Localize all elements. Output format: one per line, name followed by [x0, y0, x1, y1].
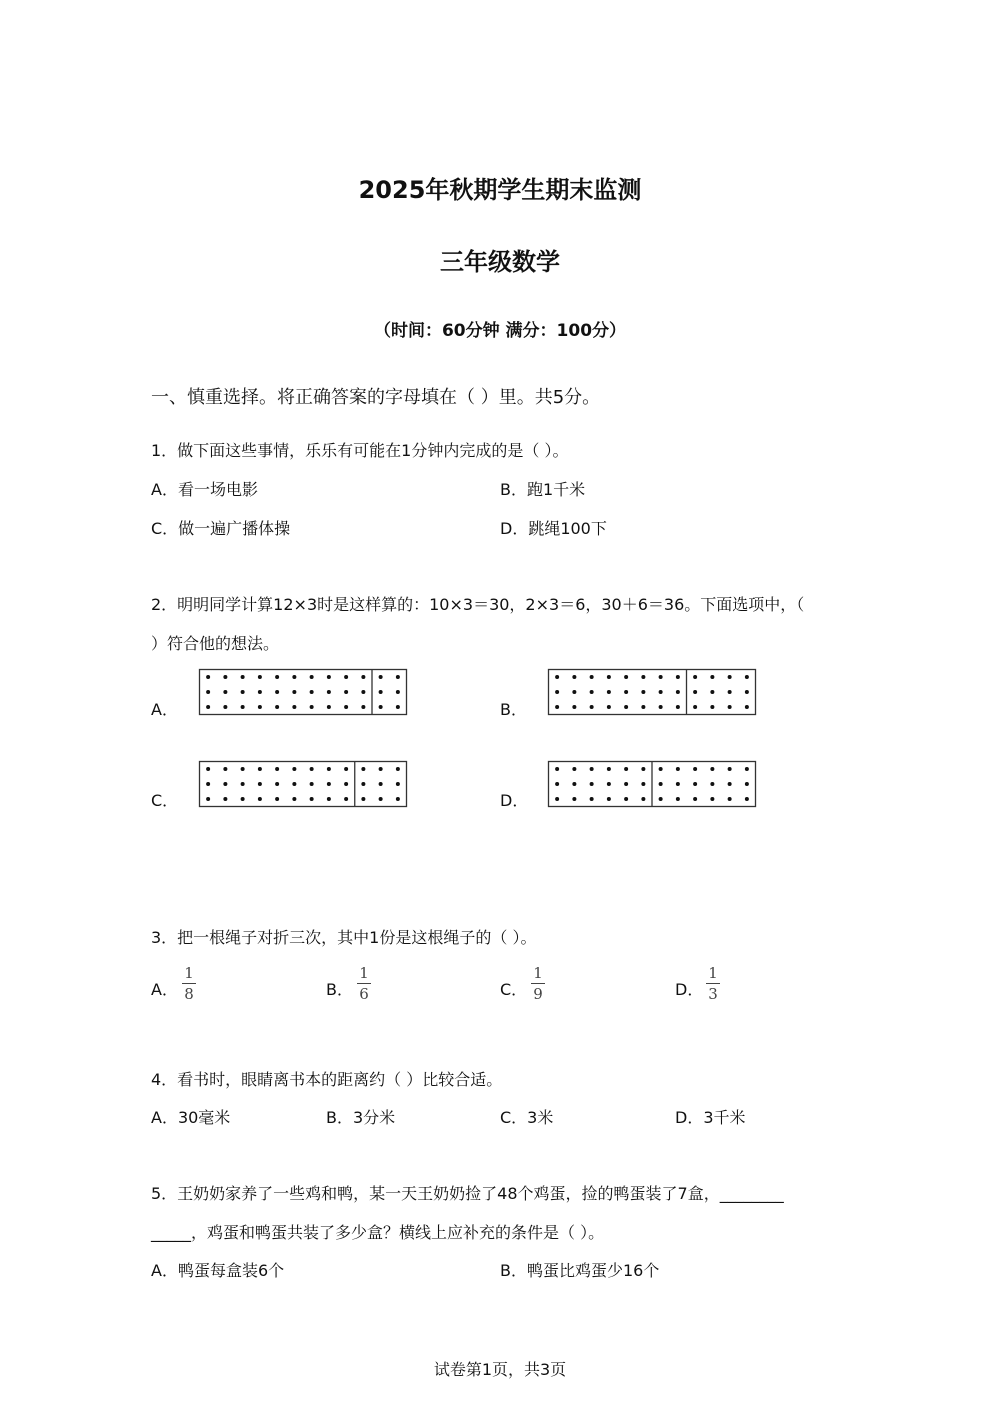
dot	[624, 705, 628, 709]
dot	[745, 705, 749, 709]
exam-info: （时间：60分钟 满分：100分）	[373, 321, 627, 341]
dot	[292, 797, 296, 801]
dot	[275, 797, 279, 801]
dot	[258, 782, 262, 786]
dot	[572, 782, 576, 786]
exam-title: 2025年秋期学生期末监测	[358, 176, 642, 204]
dot	[745, 690, 749, 694]
dot	[555, 705, 559, 709]
q3-option-d-label: D．	[675, 980, 704, 999]
q4-option-d: D．3千米	[675, 1108, 746, 1127]
dot	[344, 690, 348, 694]
dot	[607, 767, 611, 771]
dot	[590, 782, 594, 786]
q3-option-b-label: B．	[326, 980, 353, 999]
dot	[379, 782, 383, 786]
dot	[572, 797, 576, 801]
dot	[310, 705, 314, 709]
dot	[361, 690, 365, 694]
q3-option-c-fraction	[531, 964, 545, 1003]
dot	[379, 675, 383, 679]
q1-option-b: B．跑1千米	[500, 480, 586, 499]
dot	[396, 797, 400, 801]
question-5-stem-line2: _____，鸡蛋和鸭蛋共装了多少盒？横线上应补充的条件是（ ）。	[151, 1223, 605, 1242]
dot	[275, 705, 279, 709]
dot	[396, 767, 400, 771]
q2-option-a: A．	[151, 700, 178, 719]
dot	[241, 690, 245, 694]
dot	[292, 767, 296, 771]
dot	[327, 690, 331, 694]
dot	[241, 675, 245, 679]
question-1-stem: 1．做下面这些事情，乐乐有可能在1分钟内完成的是（ ）。	[151, 441, 569, 460]
q4-option-a: A．30毫米	[151, 1108, 231, 1127]
dot	[693, 782, 697, 786]
dot	[310, 782, 314, 786]
dot	[710, 705, 714, 709]
dot	[676, 690, 680, 694]
dot	[745, 782, 749, 786]
dot	[292, 690, 296, 694]
fraction-numerator: 1	[184, 964, 194, 982]
dot	[693, 797, 697, 801]
q3-option-c-label: C．	[500, 980, 528, 999]
dot	[607, 705, 611, 709]
dot	[206, 767, 210, 771]
dot	[641, 797, 645, 801]
dot	[379, 690, 383, 694]
question-2-stem-line1: 2．明明同学计算12×3时是这样算的：10×3＝30，2×3＝6，30＋6＝36。下面选项中，（	[151, 595, 805, 614]
dot	[624, 797, 628, 801]
dot	[624, 675, 628, 679]
q2-option-d: D．	[500, 791, 529, 810]
dot	[555, 675, 559, 679]
dot	[206, 705, 210, 709]
dot	[223, 705, 227, 709]
q4-option-b: B．3分米	[326, 1108, 396, 1127]
question-3-stem: 3．把一根绳子对折三次，其中1份是这根绳子的（ ）。	[151, 928, 537, 947]
q3-option-a-label: A．	[151, 980, 178, 999]
dot	[728, 782, 732, 786]
q5-option-b: B．鸭蛋比鸡蛋少16个	[500, 1261, 660, 1280]
dot	[241, 767, 245, 771]
fraction-numerator: 1	[533, 964, 543, 982]
dot	[258, 690, 262, 694]
question-5-stem-line1: 5．王奶奶家养了一些鸡和鸭，某一天王奶奶捡了48个鸡蛋，捡的鸭蛋装了7盒，________	[151, 1184, 784, 1203]
dot	[555, 797, 559, 801]
fraction-numerator: 1	[708, 964, 718, 982]
q1-option-a: A．看一场电影	[151, 480, 258, 499]
q2-option-b: B．	[500, 700, 527, 719]
dot	[728, 690, 732, 694]
dot	[344, 705, 348, 709]
dot	[659, 767, 663, 771]
dot	[641, 675, 645, 679]
dot-array-frame	[200, 670, 407, 715]
dot	[292, 675, 296, 679]
dot	[344, 797, 348, 801]
dot	[710, 782, 714, 786]
dot	[728, 797, 732, 801]
dot	[607, 797, 611, 801]
question-2-stem-line2: ）符合他的想法。	[151, 634, 280, 653]
dot	[590, 797, 594, 801]
dot	[223, 782, 227, 786]
dot	[555, 782, 559, 786]
dot	[275, 767, 279, 771]
page-footer: 试卷第1页，共3页	[433, 1360, 567, 1379]
dot	[327, 767, 331, 771]
dot	[624, 690, 628, 694]
dot-array-frame	[549, 670, 756, 715]
dot	[607, 690, 611, 694]
fraction-numerator: 1	[359, 964, 369, 982]
dot	[361, 782, 365, 786]
dot	[745, 797, 749, 801]
dot	[659, 705, 663, 709]
dot	[327, 782, 331, 786]
dot	[607, 675, 611, 679]
dot	[206, 690, 210, 694]
dot	[396, 705, 400, 709]
section-heading: 一、慎重选择。将正确答案的字母填在（ ）里。共5分。	[151, 387, 601, 408]
dot	[275, 782, 279, 786]
dot	[361, 767, 365, 771]
dot	[555, 767, 559, 771]
fraction-denominator: 3	[708, 985, 718, 1003]
dot	[659, 690, 663, 694]
dot	[710, 675, 714, 679]
dot-array-a	[198, 668, 408, 716]
dot	[676, 797, 680, 801]
dot	[745, 675, 749, 679]
dot	[590, 705, 594, 709]
dot	[361, 705, 365, 709]
dot	[275, 675, 279, 679]
dot	[241, 782, 245, 786]
fraction-bar	[357, 983, 371, 984]
dot	[361, 797, 365, 801]
dot	[624, 782, 628, 786]
dot	[555, 690, 559, 694]
dot	[710, 797, 714, 801]
dot	[361, 675, 365, 679]
dot	[396, 675, 400, 679]
dot	[379, 767, 383, 771]
dot	[572, 690, 576, 694]
dot	[344, 782, 348, 786]
dot	[693, 690, 697, 694]
dot	[258, 797, 262, 801]
dot	[676, 705, 680, 709]
dot	[241, 797, 245, 801]
dot-array-frame	[200, 762, 407, 807]
dot	[275, 690, 279, 694]
q3-option-d-fraction	[706, 964, 720, 1003]
dot	[641, 767, 645, 771]
dot	[258, 675, 262, 679]
dot	[223, 797, 227, 801]
dot	[206, 797, 210, 801]
q3-option-a-fraction	[182, 964, 196, 1003]
dot	[728, 705, 732, 709]
dot	[310, 767, 314, 771]
fraction-bar	[182, 983, 196, 984]
dot	[693, 767, 697, 771]
dot	[676, 767, 680, 771]
dot	[710, 690, 714, 694]
dot	[223, 690, 227, 694]
dot	[344, 767, 348, 771]
dot	[310, 675, 314, 679]
dot-array-c	[198, 760, 408, 808]
dot	[327, 797, 331, 801]
fraction-bar	[531, 983, 545, 984]
dot	[624, 767, 628, 771]
dot	[258, 767, 262, 771]
dot	[641, 782, 645, 786]
dot	[572, 767, 576, 771]
dot	[379, 797, 383, 801]
q5-option-a: A．鸭蛋每盒装6个	[151, 1261, 285, 1280]
dot	[693, 675, 697, 679]
q1-option-c: C．做一遍广播体操	[151, 519, 291, 538]
dot	[590, 690, 594, 694]
dot	[607, 782, 611, 786]
dot	[590, 767, 594, 771]
dot	[590, 675, 594, 679]
dot	[327, 675, 331, 679]
dot-array-d	[547, 760, 757, 808]
dot	[206, 675, 210, 679]
dot	[572, 705, 576, 709]
exam-subject: 三年级数学	[440, 248, 560, 276]
dot	[396, 782, 400, 786]
dot	[676, 782, 680, 786]
q2-option-c: C．	[151, 791, 179, 810]
dot	[223, 767, 227, 771]
dot	[572, 675, 576, 679]
dot	[344, 675, 348, 679]
dot	[676, 675, 680, 679]
dot	[310, 690, 314, 694]
fraction-denominator: 8	[184, 985, 194, 1003]
dot	[292, 705, 296, 709]
question-4-stem: 4．看书时，眼睛离书本的距离约（ ）比较合适。	[151, 1070, 503, 1089]
q1-option-d: D．跳绳100下	[500, 519, 607, 538]
dot	[258, 705, 262, 709]
dot	[641, 705, 645, 709]
dot	[693, 705, 697, 709]
dot	[241, 705, 245, 709]
q4-option-c: C．3米	[500, 1108, 554, 1127]
dot	[310, 797, 314, 801]
fraction-denominator: 6	[359, 985, 369, 1003]
dot	[659, 797, 663, 801]
dot	[728, 767, 732, 771]
dot	[292, 782, 296, 786]
dot	[379, 705, 383, 709]
dot	[710, 767, 714, 771]
dot	[223, 675, 227, 679]
dot-array-b	[547, 668, 757, 716]
dot	[659, 675, 663, 679]
dot	[327, 705, 331, 709]
dot	[659, 782, 663, 786]
q3-option-b-fraction	[357, 964, 371, 1003]
dot	[728, 675, 732, 679]
dot	[641, 690, 645, 694]
dot	[745, 767, 749, 771]
fraction-bar	[706, 983, 720, 984]
fraction-denominator: 9	[533, 985, 543, 1003]
dot	[396, 690, 400, 694]
dot	[206, 782, 210, 786]
